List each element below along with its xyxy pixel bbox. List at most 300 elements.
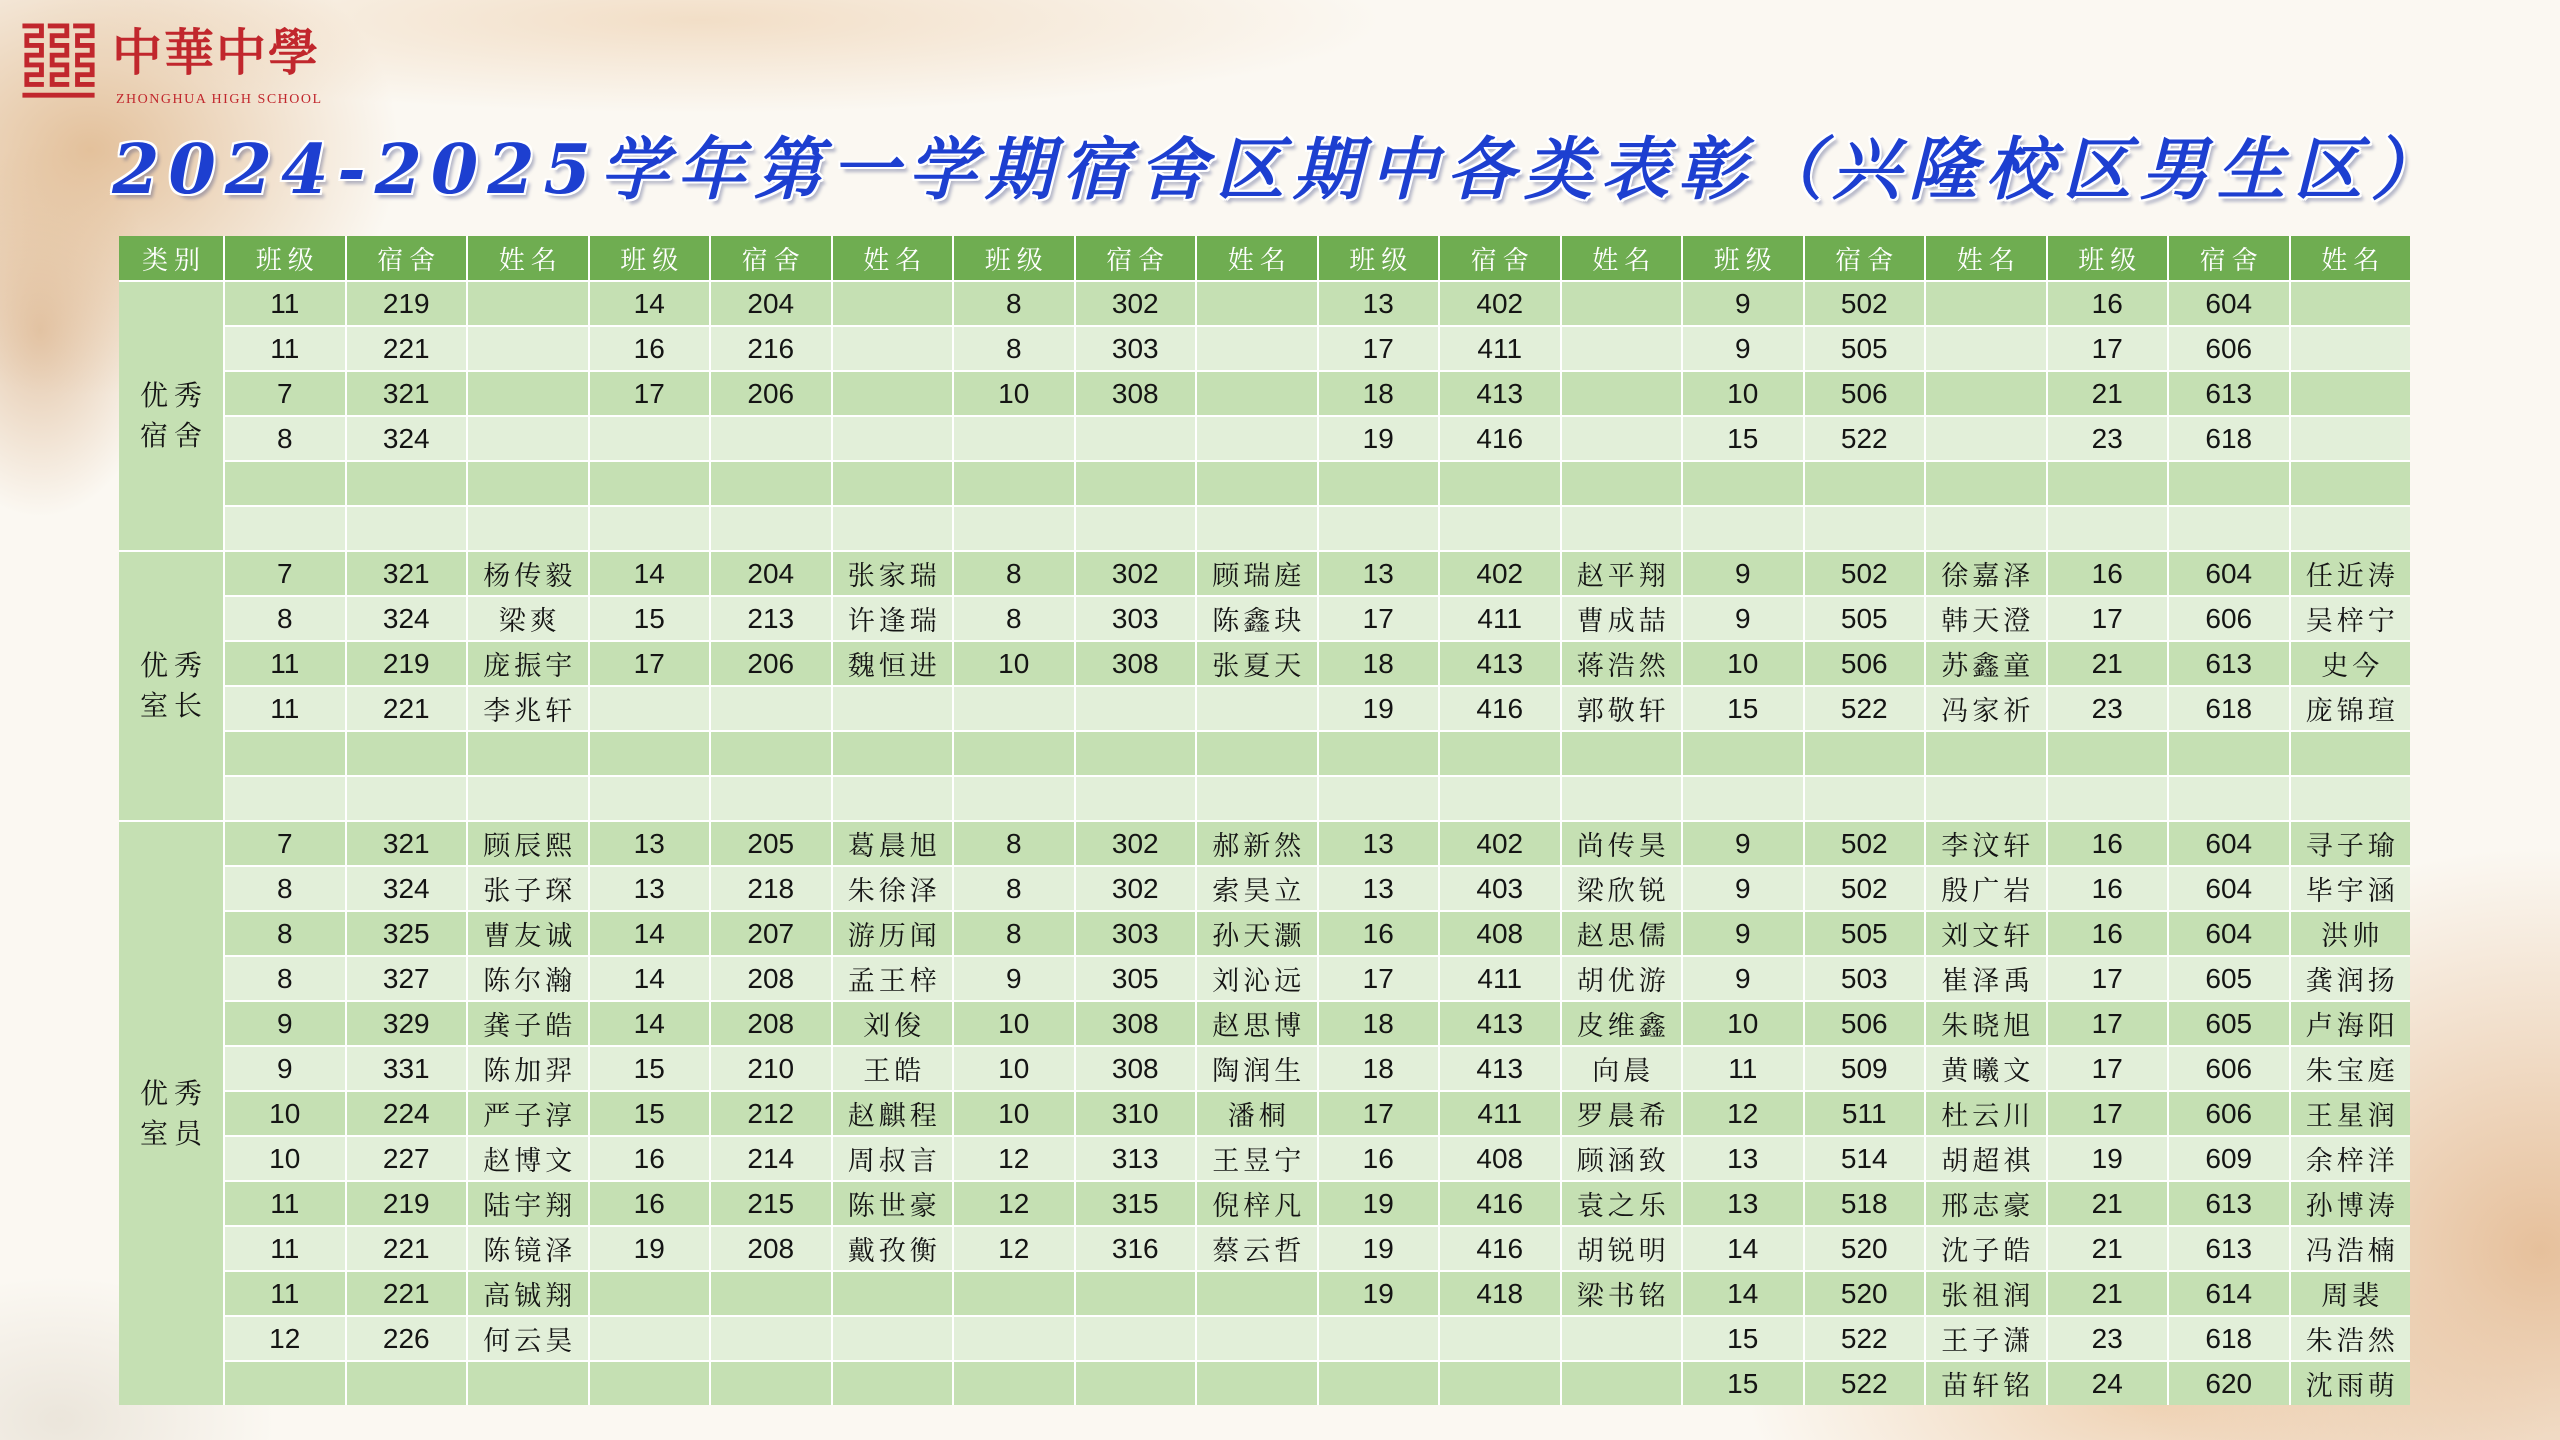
name-cell: 王子潇	[1926, 1317, 2046, 1360]
class-cell	[1683, 462, 1803, 505]
class-cell: 8	[954, 327, 1074, 370]
class-cell: 16	[2048, 282, 2168, 325]
room-cell: 502	[1805, 552, 1925, 595]
room-cell: 302	[1076, 822, 1196, 865]
room-cell: 506	[1805, 372, 1925, 415]
class-cell: 9	[1683, 822, 1803, 865]
class-cell	[225, 777, 345, 820]
name-cell: 游历闻	[833, 912, 953, 955]
class-cell	[590, 462, 710, 505]
name-cell: 高铖翔	[468, 1272, 588, 1315]
class-cell: 9	[954, 957, 1074, 1000]
name-cell: 张夏天	[1197, 642, 1317, 685]
room-cell	[1440, 1362, 1560, 1405]
room-cell: 321	[347, 552, 467, 595]
name-cell: 郝新然	[1197, 822, 1317, 865]
name-cell	[1926, 327, 2046, 370]
name-cell: 余梓洋	[2291, 1137, 2411, 1180]
name-cell	[1197, 507, 1317, 550]
room-cell: 618	[2169, 687, 2289, 730]
room-cell: 606	[2169, 1047, 2289, 1090]
room-cell	[2169, 462, 2289, 505]
category-label-line: 优秀	[139, 379, 208, 412]
class-cell: 10	[954, 1047, 1074, 1090]
class-cell: 19	[1319, 1182, 1439, 1225]
room-cell: 305	[1076, 957, 1196, 1000]
name-cell: 罗晨希	[1562, 1092, 1682, 1135]
class-cell: 10	[954, 1092, 1074, 1135]
room-cell: 505	[1805, 597, 1925, 640]
name-cell	[1197, 1362, 1317, 1405]
class-cell: 12	[1683, 1092, 1803, 1135]
name-cell: 崔泽禹	[1926, 957, 2046, 1000]
name-cell: 龚子皓	[468, 1002, 588, 1045]
class-cell: 13	[590, 822, 710, 865]
name-cell	[468, 372, 588, 415]
class-cell: 14	[1683, 1227, 1803, 1270]
class-cell: 13	[1683, 1137, 1803, 1180]
name-cell	[1197, 1317, 1317, 1360]
name-cell	[1562, 1317, 1682, 1360]
name-cell: 庞振宇	[468, 642, 588, 685]
room-cell: 606	[2169, 327, 2289, 370]
class-cell: 16	[590, 1182, 710, 1225]
class-cell: 14	[590, 912, 710, 955]
class-cell	[954, 1362, 1074, 1405]
room-cell: 502	[1805, 867, 1925, 910]
room-cell: 221	[347, 1227, 467, 1270]
name-cell: 张子琛	[468, 867, 588, 910]
room-cell: 413	[1440, 1002, 1560, 1045]
class-cell: 13	[1319, 822, 1439, 865]
room-cell	[1076, 507, 1196, 550]
room-cell: 402	[1440, 552, 1560, 595]
name-cell: 陈镜泽	[468, 1227, 588, 1270]
room-cell: 408	[1440, 1137, 1560, 1180]
name-cell: 周裴	[2291, 1272, 2411, 1315]
name-cell: 孙博涛	[2291, 1182, 2411, 1225]
class-cell: 21	[2048, 1272, 2168, 1315]
class-cell: 23	[2048, 417, 2168, 460]
room-cell: 605	[2169, 1002, 2289, 1045]
class-cell: 11	[225, 642, 345, 685]
class-cell: 9	[1683, 912, 1803, 955]
name-cell	[833, 282, 953, 325]
name-cell	[833, 507, 953, 550]
room-cell	[347, 507, 467, 550]
name-cell: 陈世豪	[833, 1182, 953, 1225]
name-cell	[1197, 732, 1317, 775]
name-cell: 梁爽	[468, 597, 588, 640]
title-bar	[0, 124, 2560, 216]
class-cell: 8	[954, 597, 1074, 640]
class-cell	[1319, 462, 1439, 505]
name-cell: 皮维鑫	[1562, 1002, 1682, 1045]
header-cell-class: 班级	[225, 236, 345, 280]
category-label-line: 室员	[139, 1116, 208, 1150]
class-cell: 14	[590, 1002, 710, 1045]
name-cell: 吴梓宁	[2291, 597, 2411, 640]
class-cell: 11	[225, 1182, 345, 1225]
name-cell	[1926, 777, 2046, 820]
class-cell: 8	[954, 282, 1074, 325]
name-cell: 赵博文	[468, 1137, 588, 1180]
room-cell: 302	[1076, 282, 1196, 325]
school-name-en: ZHONGHUA HIGH SCHOOL	[116, 92, 323, 107]
class-cell: 16	[590, 327, 710, 370]
room-cell: 411	[1440, 957, 1560, 1000]
room-cell	[711, 507, 831, 550]
name-cell	[468, 777, 588, 820]
room-cell	[347, 1362, 467, 1405]
room-cell: 226	[347, 1317, 467, 1360]
name-cell: 孙天灏	[1197, 912, 1317, 955]
class-cell	[225, 507, 345, 550]
room-cell	[2169, 507, 2289, 550]
class-cell: 15	[1683, 417, 1803, 460]
header-cell-class: 班级	[954, 236, 1074, 280]
header-cell-name: 姓名	[468, 236, 588, 280]
room-cell	[711, 1272, 831, 1315]
room-cell: 221	[347, 687, 467, 730]
name-cell: 许逢瑞	[833, 597, 953, 640]
room-cell	[711, 687, 831, 730]
name-cell	[1197, 687, 1317, 730]
room-cell: 206	[711, 642, 831, 685]
name-cell: 梁书铭	[1562, 1272, 1682, 1315]
room-cell: 321	[347, 822, 467, 865]
name-cell: 张祖润	[1926, 1272, 2046, 1315]
room-cell	[711, 417, 831, 460]
room-cell: 416	[1440, 1182, 1560, 1225]
name-cell	[1926, 507, 2046, 550]
name-cell: 索昊立	[1197, 867, 1317, 910]
class-cell	[225, 1362, 345, 1405]
room-cell: 514	[1805, 1137, 1925, 1180]
room-cell: 502	[1805, 282, 1925, 325]
room-cell	[2169, 732, 2289, 775]
class-cell: 18	[1319, 1047, 1439, 1090]
class-cell	[225, 732, 345, 775]
room-cell: 208	[711, 1002, 831, 1045]
room-cell	[1076, 462, 1196, 505]
class-cell: 9	[1683, 282, 1803, 325]
name-cell	[833, 372, 953, 415]
name-cell: 孟王梓	[833, 957, 953, 1000]
name-cell: 戴孜衡	[833, 1227, 953, 1270]
name-cell: 袁之乐	[1562, 1182, 1682, 1225]
class-cell: 16	[590, 1137, 710, 1180]
class-cell	[954, 687, 1074, 730]
category-cell	[119, 282, 223, 550]
class-cell: 9	[1683, 552, 1803, 595]
room-cell: 303	[1076, 327, 1196, 370]
class-cell	[2048, 777, 2168, 820]
room-cell: 403	[1440, 867, 1560, 910]
room-cell: 503	[1805, 957, 1925, 1000]
class-cell: 10	[1683, 1002, 1803, 1045]
room-cell	[347, 777, 467, 820]
name-cell: 顾瑞庭	[1197, 552, 1317, 595]
header-cell-room: 宿舍	[1440, 236, 1560, 280]
room-cell	[711, 1362, 831, 1405]
class-cell: 16	[1319, 912, 1439, 955]
room-cell: 206	[711, 372, 831, 415]
class-cell: 8	[954, 867, 1074, 910]
category-cell	[119, 822, 223, 1405]
name-cell	[1562, 1362, 1682, 1405]
room-cell	[1805, 462, 1925, 505]
room-cell: 511	[1805, 1092, 1925, 1135]
class-cell	[2048, 732, 2168, 775]
class-cell: 9	[1683, 597, 1803, 640]
class-cell: 12	[954, 1182, 1074, 1225]
name-cell: 蔡云哲	[1197, 1227, 1317, 1270]
name-cell: 顾辰熙	[468, 822, 588, 865]
room-cell: 402	[1440, 282, 1560, 325]
name-cell	[1562, 372, 1682, 415]
room-cell: 606	[2169, 1092, 2289, 1135]
room-cell	[1440, 462, 1560, 505]
room-cell: 522	[1805, 1317, 1925, 1360]
class-cell: 16	[1319, 1137, 1439, 1180]
room-cell: 205	[711, 822, 831, 865]
category-label-line: 优秀	[139, 1076, 208, 1110]
name-cell: 倪梓凡	[1197, 1182, 1317, 1225]
name-cell	[1926, 732, 2046, 775]
class-cell: 21	[2048, 1182, 2168, 1225]
header-cell-name: 姓名	[1926, 236, 2046, 280]
room-cell: 221	[347, 1272, 467, 1315]
name-cell	[468, 282, 588, 325]
header-cell-class: 班级	[2048, 236, 2168, 280]
name-cell: 赵思儒	[1562, 912, 1682, 955]
room-cell: 609	[2169, 1137, 2289, 1180]
room-cell: 329	[347, 1002, 467, 1045]
header-cell-name: 姓名	[833, 236, 953, 280]
header-cell-room: 宿舍	[1076, 236, 1196, 280]
room-cell: 613	[2169, 1182, 2289, 1225]
name-cell	[468, 1362, 588, 1405]
class-cell: 13	[590, 867, 710, 910]
room-cell: 219	[347, 642, 467, 685]
class-cell: 9	[225, 1002, 345, 1045]
name-cell: 杨传毅	[468, 552, 588, 595]
room-cell: 402	[1440, 822, 1560, 865]
room-cell: 520	[1805, 1272, 1925, 1315]
room-cell: 308	[1076, 372, 1196, 415]
room-cell: 413	[1440, 372, 1560, 415]
class-cell	[1683, 777, 1803, 820]
name-cell: 冯家祈	[1926, 687, 2046, 730]
room-cell: 224	[347, 1092, 467, 1135]
name-cell: 邢志豪	[1926, 1182, 2046, 1225]
class-cell: 18	[1319, 642, 1439, 685]
class-cell: 8	[225, 957, 345, 1000]
class-cell	[590, 1362, 710, 1405]
class-cell: 12	[225, 1317, 345, 1360]
room-cell: 604	[2169, 867, 2289, 910]
class-cell: 17	[2048, 327, 2168, 370]
class-cell: 17	[1319, 1092, 1439, 1135]
room-cell: 302	[1076, 867, 1196, 910]
class-cell	[954, 417, 1074, 460]
name-cell: 朱浩然	[2291, 1317, 2411, 1360]
room-cell: 604	[2169, 552, 2289, 595]
room-cell: 613	[2169, 372, 2289, 415]
class-cell: 12	[954, 1137, 1074, 1180]
room-cell: 204	[711, 552, 831, 595]
class-cell	[1319, 1317, 1439, 1360]
class-cell: 10	[1683, 372, 1803, 415]
name-cell	[1562, 732, 1682, 775]
class-cell: 15	[590, 597, 710, 640]
name-cell: 刘沁远	[1197, 957, 1317, 1000]
class-cell: 21	[2048, 1227, 2168, 1270]
room-cell: 221	[347, 327, 467, 370]
room-cell	[1440, 507, 1560, 550]
name-cell	[1926, 417, 2046, 460]
class-cell: 10	[225, 1092, 345, 1135]
header-cell-class: 班级	[1683, 236, 1803, 280]
room-cell	[347, 462, 467, 505]
room-cell: 313	[1076, 1137, 1196, 1180]
room-cell: 316	[1076, 1227, 1196, 1270]
class-cell: 8	[954, 822, 1074, 865]
name-cell	[468, 462, 588, 505]
class-cell: 11	[225, 1227, 345, 1270]
name-cell: 王星润	[2291, 1092, 2411, 1135]
header-cell-class: 班级	[590, 236, 710, 280]
room-cell	[711, 1317, 831, 1360]
name-cell	[1926, 282, 2046, 325]
class-cell: 17	[2048, 957, 2168, 1000]
header-cell-room: 宿舍	[1805, 236, 1925, 280]
class-cell	[1319, 507, 1439, 550]
name-cell: 葛晨旭	[833, 822, 953, 865]
class-cell: 23	[2048, 1317, 2168, 1360]
name-cell: 蒋浩然	[1562, 642, 1682, 685]
name-cell: 苗轩铭	[1926, 1362, 2046, 1405]
room-cell: 416	[1440, 417, 1560, 460]
class-cell: 17	[1319, 957, 1439, 1000]
class-cell	[1319, 1362, 1439, 1405]
name-cell: 梁欣锐	[1562, 867, 1682, 910]
name-cell	[1197, 417, 1317, 460]
class-cell: 11	[225, 1272, 345, 1315]
class-cell	[954, 462, 1074, 505]
name-cell: 胡超祺	[1926, 1137, 2046, 1180]
name-cell: 胡优游	[1562, 957, 1682, 1000]
class-cell: 9	[225, 1047, 345, 1090]
class-cell	[2048, 507, 2168, 550]
class-cell: 16	[2048, 822, 2168, 865]
class-cell: 15	[590, 1047, 710, 1090]
room-cell: 418	[1440, 1272, 1560, 1315]
category-label-line: 优秀	[139, 649, 208, 682]
class-cell	[954, 777, 1074, 820]
class-cell: 17	[590, 642, 710, 685]
room-cell: 219	[347, 1182, 467, 1225]
room-cell: 505	[1805, 912, 1925, 955]
class-cell: 17	[2048, 597, 2168, 640]
room-cell	[1076, 732, 1196, 775]
room-cell: 310	[1076, 1092, 1196, 1135]
name-cell: 徐嘉泽	[1926, 552, 2046, 595]
class-cell: 8	[225, 597, 345, 640]
header-cell-room: 宿舍	[2169, 236, 2289, 280]
class-cell	[954, 507, 1074, 550]
name-cell	[1562, 417, 1682, 460]
room-cell: 408	[1440, 912, 1560, 955]
name-cell: 庞锦瑄	[2291, 687, 2411, 730]
room-cell	[711, 462, 831, 505]
room-cell: 506	[1805, 1002, 1925, 1045]
name-cell	[2291, 417, 2411, 460]
room-cell: 214	[711, 1137, 831, 1180]
class-cell: 7	[225, 372, 345, 415]
class-cell: 18	[1319, 1002, 1439, 1045]
name-cell	[2291, 327, 2411, 370]
room-cell: 208	[711, 957, 831, 1000]
class-cell: 16	[2048, 552, 2168, 595]
class-cell: 19	[1319, 687, 1439, 730]
class-cell: 19	[1319, 1227, 1439, 1270]
name-cell: 龚润扬	[2291, 957, 2411, 1000]
class-cell: 8	[954, 552, 1074, 595]
class-cell: 11	[1683, 1047, 1803, 1090]
name-cell: 曹成喆	[1562, 597, 1682, 640]
room-cell	[1440, 777, 1560, 820]
room-cell: 321	[347, 372, 467, 415]
room-cell: 315	[1076, 1182, 1196, 1225]
name-cell: 殷广岩	[1926, 867, 2046, 910]
room-cell: 331	[347, 1047, 467, 1090]
class-cell: 8	[225, 867, 345, 910]
school-logo	[20, 18, 350, 114]
name-cell	[1562, 327, 1682, 370]
class-cell: 8	[225, 912, 345, 955]
name-cell	[1197, 372, 1317, 415]
school-seal-icon	[20, 20, 98, 102]
class-cell: 21	[2048, 372, 2168, 415]
class-cell: 10	[954, 1002, 1074, 1045]
name-cell	[1562, 507, 1682, 550]
class-cell: 16	[2048, 867, 2168, 910]
room-cell	[1805, 732, 1925, 775]
room-cell: 522	[1805, 687, 1925, 730]
name-cell: 卢海阳	[2291, 1002, 2411, 1045]
name-cell: 韩天澄	[1926, 597, 2046, 640]
class-cell	[225, 462, 345, 505]
name-cell: 史今	[2291, 642, 2411, 685]
room-cell	[711, 732, 831, 775]
room-cell: 618	[2169, 417, 2289, 460]
name-cell	[2291, 282, 2411, 325]
class-cell: 14	[1683, 1272, 1803, 1315]
room-cell	[1440, 732, 1560, 775]
room-cell: 219	[347, 282, 467, 325]
class-cell: 7	[225, 822, 345, 865]
name-cell	[468, 732, 588, 775]
name-cell: 朱宝庭	[2291, 1047, 2411, 1090]
header-cell-name: 姓名	[1562, 236, 1682, 280]
room-cell	[1805, 507, 1925, 550]
name-cell	[1197, 1272, 1317, 1315]
room-cell: 411	[1440, 327, 1560, 370]
room-cell: 604	[2169, 822, 2289, 865]
name-cell	[468, 507, 588, 550]
